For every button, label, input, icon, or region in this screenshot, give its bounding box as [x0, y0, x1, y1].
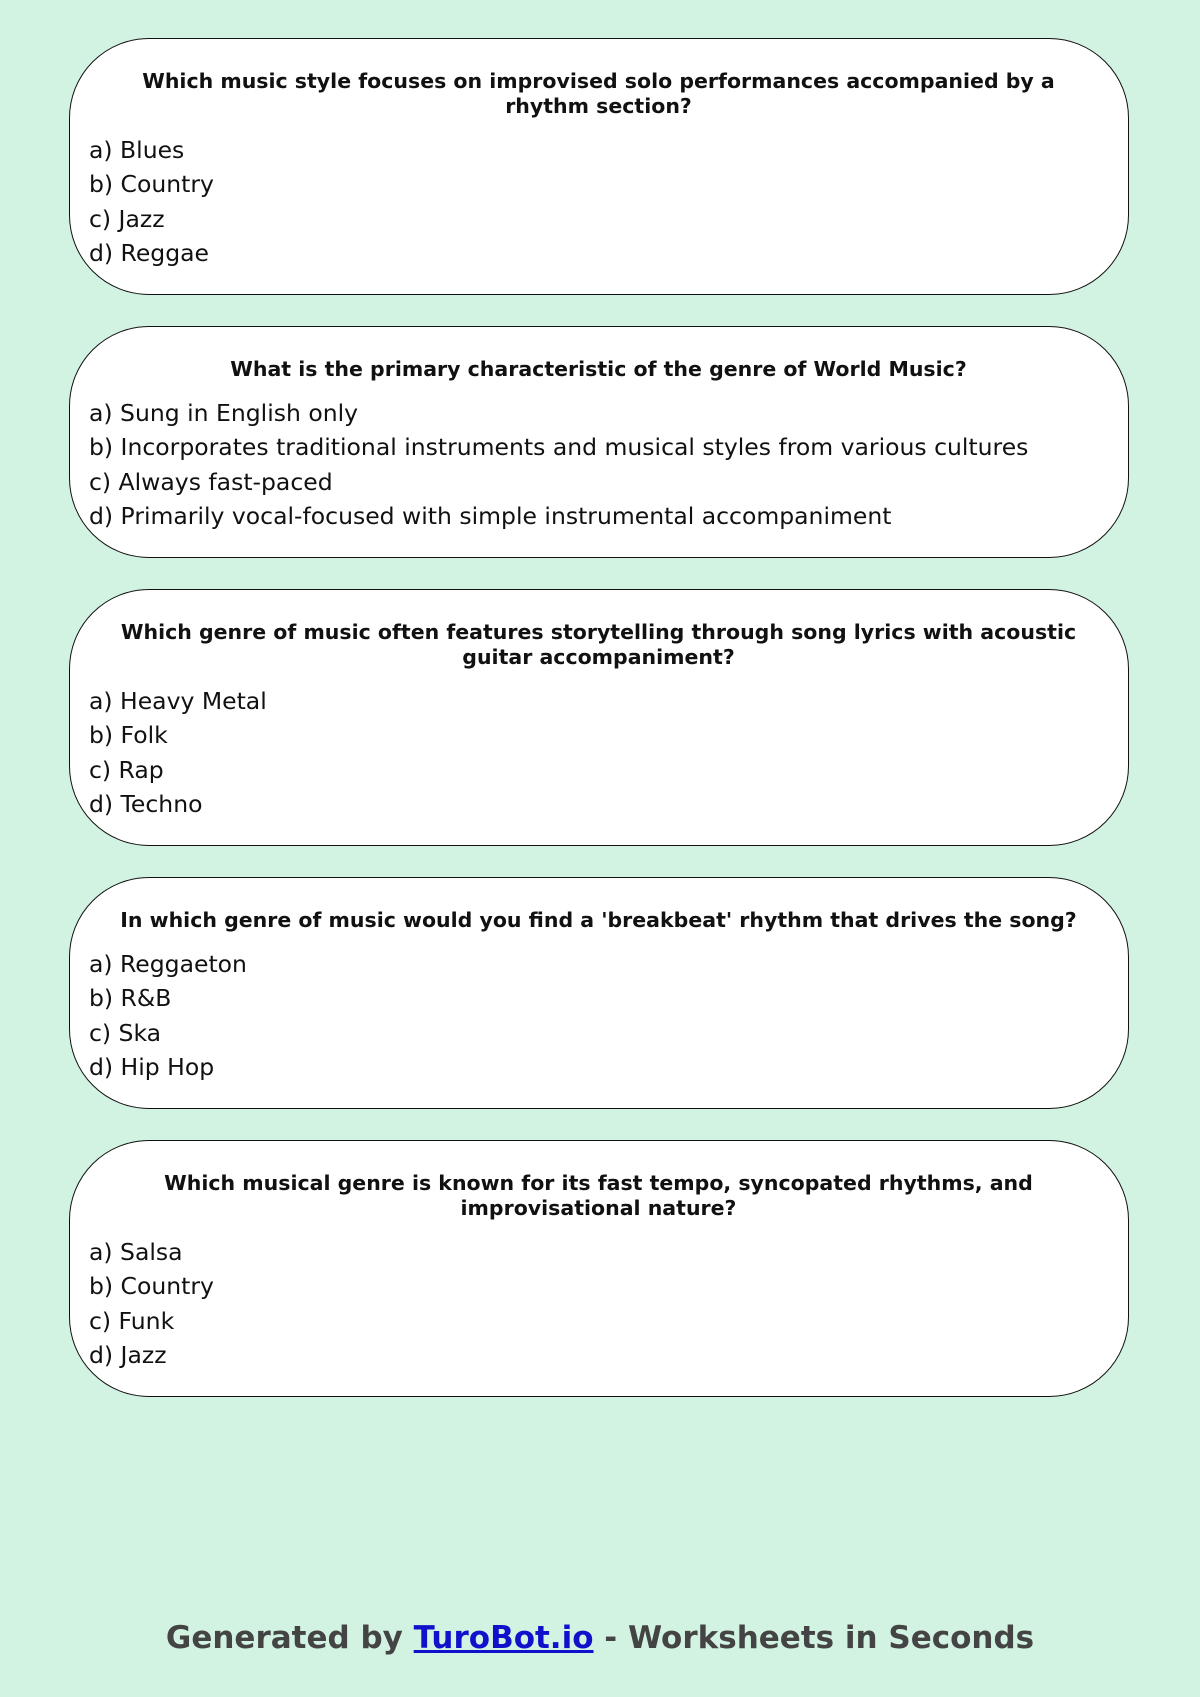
answer-option-a: a) Reggaeton	[89, 950, 247, 978]
turobot-link[interactable]: TuroBot.io	[413, 1620, 594, 1656]
answer-option-d: d) Jazz	[89, 1341, 167, 1370]
question-text: Which music style focuses on improvised solo performances accompanied by a rhythm section?	[142, 69, 1055, 118]
answer-option-c: c) Rap	[89, 755, 164, 784]
question-card-3	[69, 589, 1129, 846]
answer-option-b: b) R&B	[89, 984, 172, 1013]
footer	[0, 1620, 1200, 1656]
footer-suffix: - Worksheets in Seconds	[593, 1620, 1035, 1656]
question-card-2	[69, 326, 1129, 558]
answer-option-c: c) Funk	[89, 1306, 175, 1335]
answer-option-b: b) Folk	[89, 721, 168, 750]
question-card-5	[69, 1140, 1129, 1397]
answer-option-a: a) Heavy Metal	[89, 687, 267, 715]
answer-option-b: b) Country	[89, 1272, 214, 1301]
answer-option-d: d) Techno	[89, 790, 203, 819]
answer-option-c: c) Ska	[89, 1018, 162, 1047]
answer-option-d: d) Hip Hop	[89, 1053, 215, 1082]
answer-option-b: b) Incorporates traditional instruments and musical styles from various cultures	[89, 433, 1029, 462]
question-text: What is the primary characteristic of the genre of World Music?	[230, 357, 967, 381]
answer-option-c: c) Always fast-paced	[89, 467, 333, 496]
answer-option-a: a) Sung in English only	[89, 399, 359, 427]
answer-option-b: b) Country	[89, 170, 214, 199]
footer-prefix: Generated by	[165, 1620, 414, 1656]
question-text: Which genre of music often features storytelling through song lyrics with acoustic guitar accompaniment?	[120, 620, 1077, 669]
question-card-1	[69, 38, 1129, 295]
answer-option-c: c) Jazz	[89, 204, 165, 233]
question-text: In which genre of music would you find a 'breakbeat' rhythm that drives the song?	[120, 908, 1077, 932]
answer-option-a: a) Salsa	[89, 1238, 183, 1266]
answer-option-d: d) Primarily vocal-focused with simple instrumental accompaniment	[89, 502, 892, 531]
question-card-4	[69, 877, 1129, 1109]
answer-option-d: d) Reggae	[89, 239, 209, 268]
answer-option-a: a) Blues	[89, 136, 185, 164]
question-text: Which musical genre is known for its fast tempo, syncopated rhythms, and improvisational nature?	[164, 1171, 1033, 1220]
